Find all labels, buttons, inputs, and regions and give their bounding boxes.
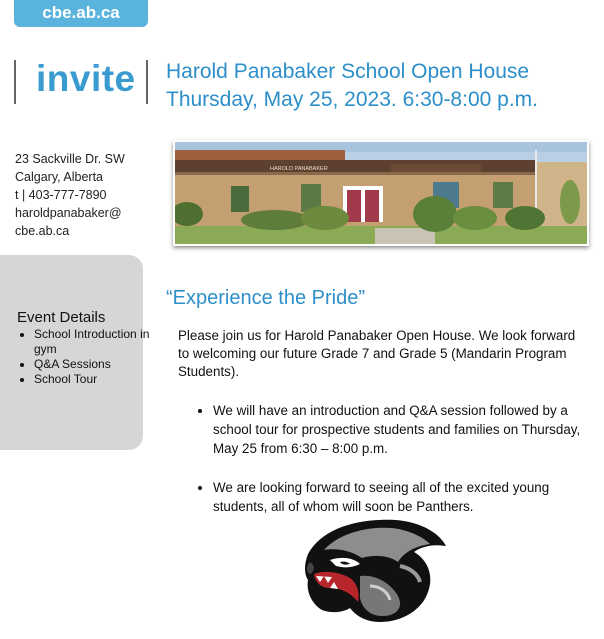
cbe-link-tab[interactable]: cbe.ab.ca [14, 0, 148, 27]
intro-paragraph: Please join us for Harold Panabaker Open House. We look forward to welcoming our future Grade 7 and Grade 5 (Mandarin Program Students). [178, 328, 576, 379]
school-building-illustration [175, 142, 587, 244]
event-details-list [18, 327, 154, 387]
event-details-item: • School Tour [34, 372, 154, 387]
divider-right [146, 60, 148, 104]
email-line2[interactable]: cbe.ab.ca [15, 224, 70, 238]
divider-left [14, 60, 16, 104]
address-city: Calgary, Alberta [15, 170, 104, 184]
event-details-item: • Q&A Sessions [34, 357, 154, 372]
email-line1[interactable]: haroldpanabaker@ [15, 206, 122, 220]
tagline: “Experience the Pride” [166, 287, 365, 309]
bullet-item: • We will have an introduction and Q&A session followed by a school tour for prospective students and families on Thursday, May 25 from 6:30 – 8:00 p.m. [213, 401, 593, 458]
panther-mascot-icon [300, 516, 448, 629]
panther-head-graphic [300, 516, 448, 624]
school-sign-text: HAROLD PANABAKER [270, 166, 328, 172]
contact-address [15, 150, 125, 240]
school-photo [173, 140, 589, 246]
event-details-panel [0, 255, 150, 450]
event-title-date: Thursday, May 25, 2023. 6:30-8:00 p.m. [166, 88, 538, 111]
invite-heading: invite [36, 58, 136, 99]
bullet-item: • We are looking forward to seeing all of the excited young students, all of whom will soon be Panthers. [213, 478, 593, 516]
event-details-item: • School Introduction in gym [34, 327, 154, 357]
address-street: 23 Sackville Dr. SW [15, 152, 125, 166]
phone-number: t | 403-777-7890 [15, 188, 107, 202]
event-details-heading: Event Details [17, 309, 106, 326]
event-title-name: Harold Panabaker School Open House [166, 60, 530, 83]
event-title [166, 58, 538, 114]
